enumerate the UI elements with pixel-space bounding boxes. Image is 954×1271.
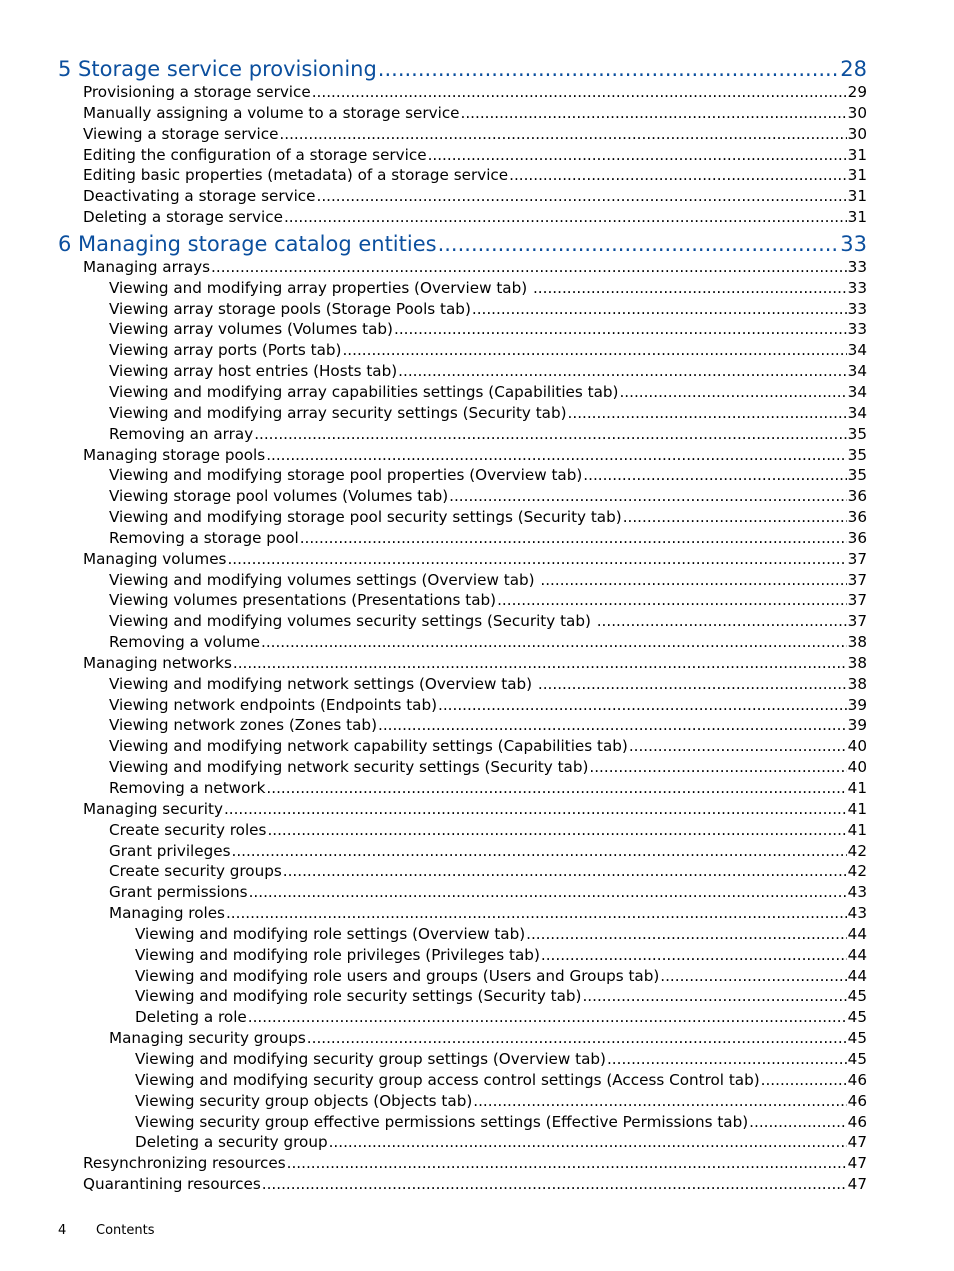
dot-leader — [378, 56, 839, 82]
dot-leader — [761, 1070, 847, 1091]
toc-entry[interactable] — [58, 861, 867, 882]
toc-entry[interactable] — [58, 1153, 867, 1174]
toc-entry-page-number: 45 — [847, 1029, 867, 1048]
toc-entry[interactable] — [58, 103, 867, 124]
dot-leader — [398, 361, 847, 382]
toc-entry[interactable] — [58, 382, 867, 403]
toc-entry-page-number: 33 — [840, 231, 867, 256]
toc-entry-page-number: 45 — [847, 1008, 867, 1027]
toc-entry[interactable] — [58, 986, 867, 1007]
toc-entry-page-number: 29 — [847, 83, 867, 101]
toc-entry-title: Removing a volume — [109, 633, 260, 652]
toc-entry-title: Removing a storage pool — [109, 528, 299, 547]
toc-entry-title: Viewing and modifying storage pool security settings (Security tab) — [109, 508, 622, 527]
toc-entry[interactable] — [58, 1112, 867, 1133]
dot-leader — [533, 278, 847, 299]
toc-entry[interactable] — [58, 207, 867, 228]
dot-leader — [749, 1112, 847, 1133]
toc-entry[interactable] — [58, 124, 867, 145]
toc-entry-title: Grant permissions — [109, 883, 248, 902]
toc-entry-page-number: 46 — [847, 1070, 867, 1089]
toc-entry-title: Viewing storage pool volumes (Volumes tab) — [109, 487, 449, 506]
toc-entry[interactable] — [58, 424, 867, 445]
dot-leader — [284, 207, 847, 228]
toc-entry-title: Viewing and modifying storage pool properties (Overview tab) — [109, 466, 583, 485]
dot-leader — [211, 257, 847, 278]
toc-entry-title: Viewing and modifying role privileges (Privileges tab) — [135, 945, 540, 964]
toc-entry[interactable] — [58, 841, 867, 862]
toc-entry-page-number: 44 — [847, 966, 867, 985]
toc-entry[interactable] — [58, 736, 867, 757]
page-footer — [58, 1223, 154, 1238]
toc-entry-title: Viewing volumes presentations (Presentations tab) — [109, 591, 497, 610]
toc-entry-page-number: 38 — [847, 633, 867, 652]
toc-entry-page-number: 45 — [847, 987, 867, 1006]
toc-entry-page-number: 35 — [847, 424, 867, 443]
toc-entry-page-number: 47 — [847, 1154, 867, 1173]
toc-entry[interactable] — [58, 361, 867, 382]
toc-entry[interactable] — [58, 1132, 867, 1153]
toc-entry-title: Deleting a role — [135, 1008, 247, 1027]
dot-leader — [312, 82, 847, 103]
toc-entry-page-number: 39 — [847, 716, 867, 735]
toc-entry[interactable] — [58, 778, 867, 799]
dot-leader — [607, 1049, 847, 1070]
toc-entry-page-number: 36 — [847, 487, 867, 506]
dot-leader — [461, 103, 847, 124]
toc-entry-page-number: 44 — [847, 945, 867, 964]
dot-leader — [449, 486, 847, 507]
toc-entry-title: Viewing and modifying security group settings (Overview tab) — [135, 1049, 606, 1068]
dot-leader — [540, 570, 846, 591]
toc-entry-page-number: 36 — [847, 528, 867, 547]
toc-entry-page-number: 40 — [847, 737, 867, 756]
toc-entry-title: Viewing and modifying volumes settings (Overview tab) — [109, 570, 540, 589]
toc-entry-page-number: 36 — [847, 508, 867, 527]
toc-entry-title: Editing basic properties (metadata) of a storage service — [83, 166, 509, 185]
toc-entry-title: Deleting a storage service — [83, 208, 283, 227]
toc-entry-title: Viewing and modifying role users and groups (Users and Groups tab) — [135, 966, 660, 985]
toc-entry[interactable] — [58, 757, 867, 778]
toc-entry[interactable] — [58, 340, 867, 361]
table-of-contents — [58, 56, 867, 1195]
toc-entry[interactable] — [58, 1007, 867, 1028]
toc-entry-title: Viewing and modifying network settings (Overview tab) — [109, 674, 537, 693]
toc-entry-page-number: 37 — [847, 549, 867, 568]
dot-leader — [597, 611, 847, 632]
dot-leader — [224, 799, 847, 820]
toc-entry-title: Viewing and modifying network security settings (Security tab) — [109, 758, 589, 777]
toc-entry[interactable] — [58, 590, 867, 611]
dot-leader — [428, 145, 847, 166]
dot-leader — [541, 945, 847, 966]
toc-entry[interactable] — [58, 278, 867, 299]
toc-entry-page-number: 47 — [847, 1133, 867, 1152]
dot-leader — [342, 340, 846, 361]
toc-entry[interactable] — [58, 486, 867, 507]
dot-leader — [526, 924, 847, 945]
toc-entry[interactable] — [58, 257, 867, 278]
toc-entry-title: Viewing and modifying volumes security settings (Security tab) — [109, 612, 596, 631]
toc-entry[interactable] — [58, 820, 867, 841]
toc-entry[interactable] — [58, 528, 867, 549]
toc-entry-page-number: 30 — [847, 124, 867, 143]
toc-entry-page-number: 34 — [847, 382, 867, 401]
dot-leader — [497, 590, 847, 611]
toc-entry-title: Viewing array host entries (Hosts tab) — [109, 362, 398, 381]
toc-entry-title: 5 Storage service provisioning — [58, 57, 377, 81]
dot-leader — [232, 841, 847, 862]
toc-entry[interactable] — [58, 549, 867, 570]
toc-entry-page-number: 41 — [847, 779, 867, 797]
toc-entry-page-number: 31 — [847, 145, 867, 164]
toc-entry[interactable] — [58, 653, 867, 674]
toc-entry[interactable] — [58, 186, 867, 207]
toc-entry-title: Managing security — [83, 799, 223, 818]
toc-entry-title: Managing security groups — [109, 1029, 306, 1048]
toc-entry[interactable] — [58, 695, 867, 716]
toc-entry[interactable] — [58, 799, 867, 820]
toc-entry[interactable] — [58, 145, 867, 166]
toc-entry-title: Removing an array — [109, 424, 254, 443]
toc-entry-page-number: 31 — [847, 208, 867, 227]
toc-entry-page-number: 43 — [847, 883, 867, 902]
toc-entry-page-number: 35 — [847, 445, 867, 464]
toc-entry[interactable] — [58, 299, 867, 320]
dot-leader — [623, 507, 847, 528]
toc-entry-page-number: 33 — [847, 278, 867, 297]
toc-entry[interactable] — [58, 1049, 867, 1070]
toc-entry-page-number: 31 — [847, 166, 867, 185]
toc-entry-title: Managing arrays — [83, 257, 211, 276]
toc-entry-title: Create security roles — [109, 820, 267, 839]
dot-leader — [394, 319, 847, 340]
toc-entry-page-number: 35 — [847, 466, 867, 485]
toc-entry[interactable] — [58, 966, 867, 987]
toc-entry[interactable] — [58, 165, 867, 186]
toc-entry-title: Provisioning a storage service — [83, 83, 311, 101]
toc-entry[interactable] — [58, 403, 867, 424]
toc-entry-title: Quarantining resources — [83, 1175, 261, 1194]
toc-entry-page-number: 43 — [847, 904, 867, 923]
dot-leader — [248, 1007, 847, 1028]
dot-leader — [438, 695, 847, 716]
toc-entry[interactable] — [58, 570, 867, 591]
toc-entry-page-number: 38 — [847, 674, 867, 693]
toc-entry-title: Create security groups — [109, 862, 282, 881]
toc-entry-page-number: 34 — [847, 362, 867, 381]
dot-leader — [307, 1028, 847, 1049]
dot-leader — [660, 966, 846, 987]
toc-entry-page-number: 30 — [847, 103, 867, 122]
toc-entry-title: Viewing and modifying role security settings (Security tab) — [135, 987, 582, 1006]
toc-entry-page-number: 40 — [847, 758, 867, 777]
toc-entry-title: Viewing network zones (Zones tab) — [109, 716, 377, 735]
toc-entry-title: Viewing and modifying security group access control settings (Access Control tab) — [135, 1070, 760, 1089]
toc-entry-page-number: 31 — [847, 187, 867, 206]
toc-entry-page-number: 39 — [847, 695, 867, 714]
toc-entry[interactable] — [58, 632, 867, 653]
toc-entry-page-number: 41 — [847, 799, 867, 818]
toc-entry-title: Viewing array volumes (Volumes tab) — [109, 320, 393, 339]
toc-entry[interactable] — [58, 1028, 867, 1049]
dot-leader — [438, 231, 840, 257]
dot-leader — [568, 403, 847, 424]
dot-leader — [249, 882, 847, 903]
toc-entry-page-number: 42 — [847, 841, 867, 860]
toc-entry[interactable] — [58, 903, 867, 924]
dot-leader — [267, 820, 846, 841]
dot-leader — [283, 861, 847, 882]
toc-entry-page-number: 42 — [847, 862, 867, 881]
dot-leader — [619, 382, 846, 403]
dot-leader — [582, 986, 846, 1007]
footer-section-title: Contents — [96, 1223, 155, 1238]
toc-entry[interactable] — [58, 674, 867, 695]
dot-leader — [226, 903, 847, 924]
dot-leader — [287, 1153, 847, 1174]
dot-leader — [254, 424, 846, 445]
toc-entry-title: Viewing and modifying array properties (Overview tab) — [109, 278, 532, 297]
toc-entry-title: Managing storage pools — [83, 445, 266, 464]
dot-leader — [472, 299, 847, 320]
toc-entry-title: Deactivating a storage service — [83, 187, 316, 206]
toc-entry-title: Viewing security group objects (Objects tab) — [135, 1091, 473, 1110]
toc-entry-page-number: 33 — [847, 257, 867, 276]
toc-entry-title: Managing volumes — [83, 549, 227, 568]
toc-entry[interactable] — [58, 445, 867, 466]
toc-entry-title: Managing roles — [109, 904, 225, 923]
toc-entry-title: Viewing security group effective permissions settings (Effective Permissions tab) — [135, 1112, 749, 1131]
toc-entry-title: Viewing and modifying array capabilities settings (Capabilities tab) — [109, 382, 619, 401]
toc-entry-title: Viewing and modifying network capability settings (Capabilities tab) — [109, 737, 628, 756]
toc-entry-title: Viewing and modifying role settings (Overview tab) — [135, 924, 526, 943]
dot-leader — [266, 778, 846, 799]
toc-entry-title: Viewing a storage service — [83, 124, 279, 143]
toc-entry[interactable] — [58, 1070, 867, 1091]
toc-entry-title: Editing the configuration of a storage service — [83, 145, 427, 164]
dot-leader — [538, 674, 847, 695]
toc-entry[interactable] — [58, 945, 867, 966]
dot-leader — [262, 1174, 847, 1195]
toc-entry-page-number: 46 — [847, 1091, 867, 1110]
toc-entry-title: Viewing array storage pools (Storage Pools tab) — [109, 299, 471, 318]
toc-entry-title: Manually assigning a volume to a storage service — [83, 103, 460, 122]
toc-entry[interactable] — [58, 507, 867, 528]
toc-entry-page-number: 37 — [847, 612, 867, 631]
toc-entry-page-number: 33 — [847, 320, 867, 339]
toc-entry-page-number: 34 — [847, 403, 867, 422]
toc-entry[interactable] — [58, 611, 867, 632]
toc-entry-title: Managing networks — [83, 653, 232, 672]
dot-leader — [473, 1091, 846, 1112]
toc-entry[interactable] — [58, 1091, 867, 1112]
toc-entry[interactable] — [58, 82, 867, 103]
toc-entry[interactable] — [58, 882, 867, 903]
toc-entry[interactable] — [58, 319, 867, 340]
dot-leader — [378, 715, 847, 736]
dot-leader — [233, 653, 847, 674]
toc-entry-title: Viewing array ports (Ports tab) — [109, 341, 342, 360]
toc-entry-page-number: 45 — [847, 1049, 867, 1068]
dot-leader — [261, 632, 847, 653]
toc-entry[interactable] — [58, 715, 867, 736]
toc-entry-page-number: 46 — [847, 1112, 867, 1131]
toc-entry-page-number: 37 — [847, 570, 867, 589]
toc-entry-title: Grant privileges — [109, 841, 231, 860]
toc-entry-page-number: 47 — [847, 1175, 867, 1194]
toc-entry-page-number: 37 — [847, 591, 867, 610]
dot-leader — [300, 528, 847, 549]
dot-leader — [509, 165, 847, 186]
dot-leader — [317, 186, 847, 207]
toc-entry-page-number: 33 — [847, 299, 867, 318]
toc-entry-page-number: 44 — [847, 924, 867, 943]
dot-leader — [629, 736, 847, 757]
dot-leader — [589, 757, 846, 778]
dot-leader — [266, 445, 846, 466]
toc-entry-title: Viewing network endpoints (Endpoints tab) — [109, 695, 438, 714]
toc-entry[interactable] — [58, 924, 867, 945]
footer-page-number: 4 — [58, 1223, 67, 1238]
toc-entry-title: Viewing and modifying array security settings (Security tab) — [109, 403, 567, 422]
toc-entry-page-number: 41 — [847, 820, 867, 839]
dot-leader — [227, 549, 846, 570]
toc-entry-title: Deleting a security group — [135, 1133, 328, 1152]
toc-entry-title: 6 Managing storage catalog entities — [58, 231, 437, 256]
dot-leader — [583, 465, 846, 486]
toc-chapter-entry[interactable] — [58, 56, 867, 82]
toc-entry-title: Resynchronizing resources — [83, 1154, 286, 1173]
toc-entry-page-number: 34 — [847, 341, 867, 360]
toc-chapter-entry[interactable] — [58, 231, 867, 257]
toc-entry-title: Removing a network — [109, 779, 266, 797]
dot-leader — [279, 124, 846, 145]
toc-entry[interactable] — [58, 465, 867, 486]
toc-entry-page-number: 38 — [847, 653, 867, 672]
toc-entry-page-number: 28 — [840, 57, 867, 81]
toc-entry[interactable] — [58, 1174, 867, 1195]
dot-leader — [329, 1132, 847, 1153]
